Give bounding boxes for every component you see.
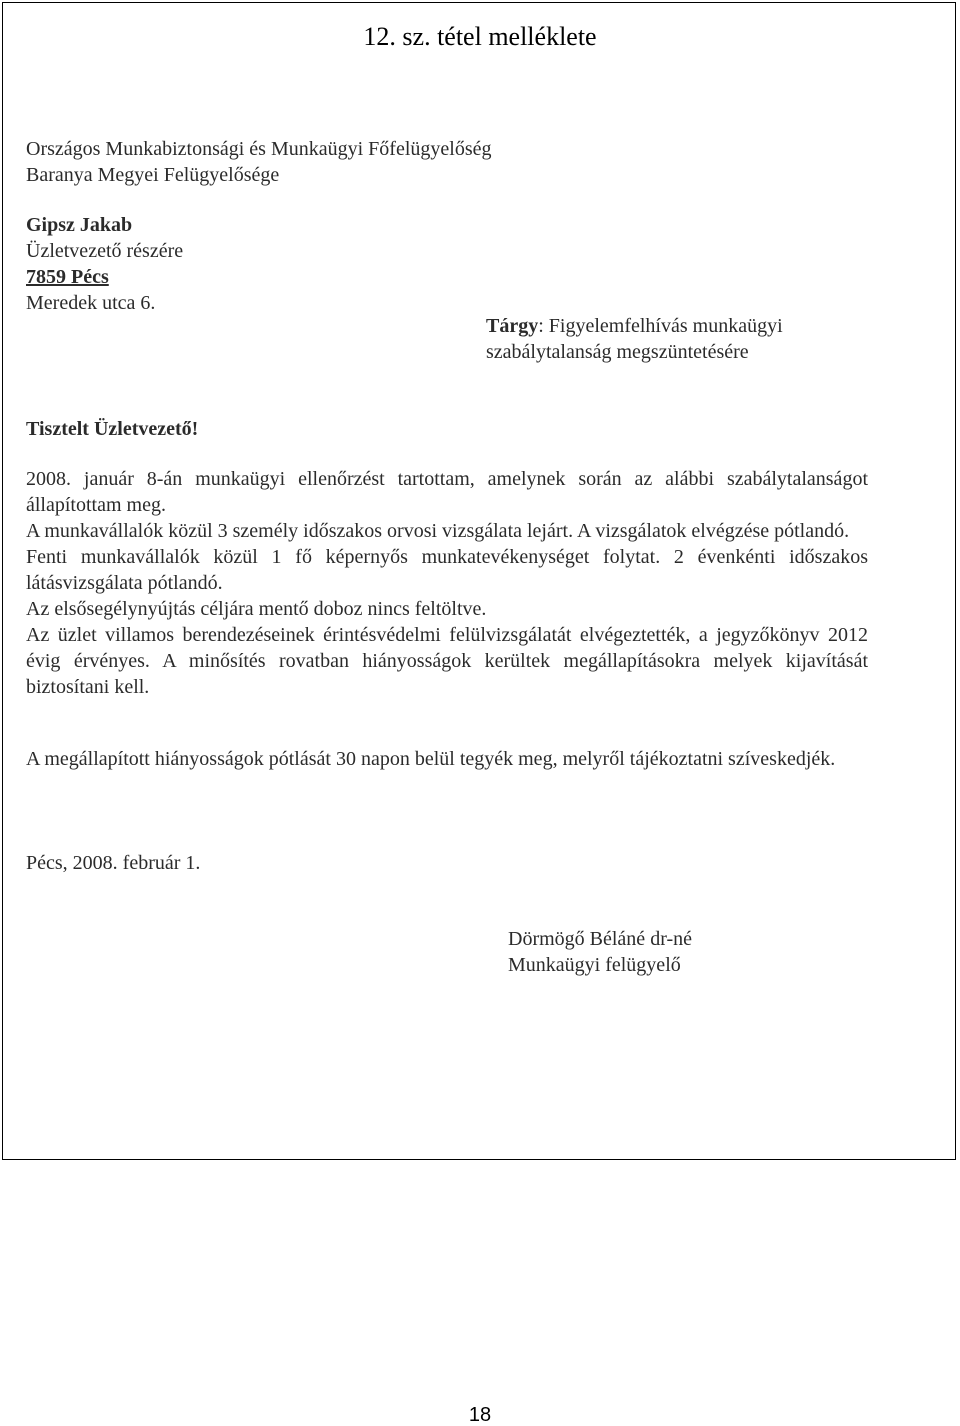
recipient-block [26,212,183,316]
salutation: Tisztelt Üzletvezető! [26,418,199,440]
sender-block [26,136,491,188]
recipient-city: 7859 Pécs [26,266,109,288]
body-paragraph-3: Fenti munkavállalók közül 1 fő képernyős munkatevékenységet folytat. 2 évenkénti időszakos látásvizsgálata pótlandó. [26,546,868,594]
body-paragraph-5: Az üzlet villamos berendezéseinek érintésvédelmi felülvizsgálatát elvégeztették, a jegyzőkönyv 2012 évig érvényes. A minősítés rovatban hiányosságok kerültek megállapításokra melyek kijavítását biztosítani kell. [26,624,868,698]
recipient-name: Gipsz Jakab [26,214,133,236]
body-paragraph-2: A munkavállalók közül 3 személy időszakos orvosi vizsgálata lejárt. A vizsgálatok elvégzése pótlandó. [26,520,850,542]
recipient-street: Meredek utca 6. [26,292,156,314]
signature-block [508,926,692,978]
recipient-role: Üzletvezető részére [26,240,184,262]
body-paragraph-1: 2008. január 8-án munkaügyi ellenőrzést tartottam, amelynek során az alábbi szabálytalanságot állapítottam meg. [26,468,868,516]
body-paragraph-4: Az elsősegélynyújtás céljára mentő doboz nincs feltöltve. [26,598,487,620]
signature-name: Dörmögő Béláné dr-né [508,928,692,950]
subject-label: Tárgy [486,315,539,337]
sender-line-1: Országos Munkabiztonsági és Munkaügyi Főfelügyelőség [26,138,492,160]
letter-body [26,466,868,700]
subject-block [486,313,886,365]
subject-separator: : [538,315,549,337]
page-number: 18 [468,1404,492,1426]
sender-line-2: Baranya Megyei Felügyelősége [26,164,280,186]
page-title: 12. sz. tétel melléklete [363,22,597,51]
subject-text: Figyelemfelhívás munkaügyi szabálytalanság megszüntetésére [486,315,783,363]
closing-paragraph: A megállapított hiányosságok pótlását 30 napon belül tegyék meg, melyről tájékoztatni szíveskedjék. [26,748,836,770]
signature-title: Munkaügyi felügyelő [508,954,681,976]
date-place: Pécs, 2008. február 1. [26,852,201,874]
